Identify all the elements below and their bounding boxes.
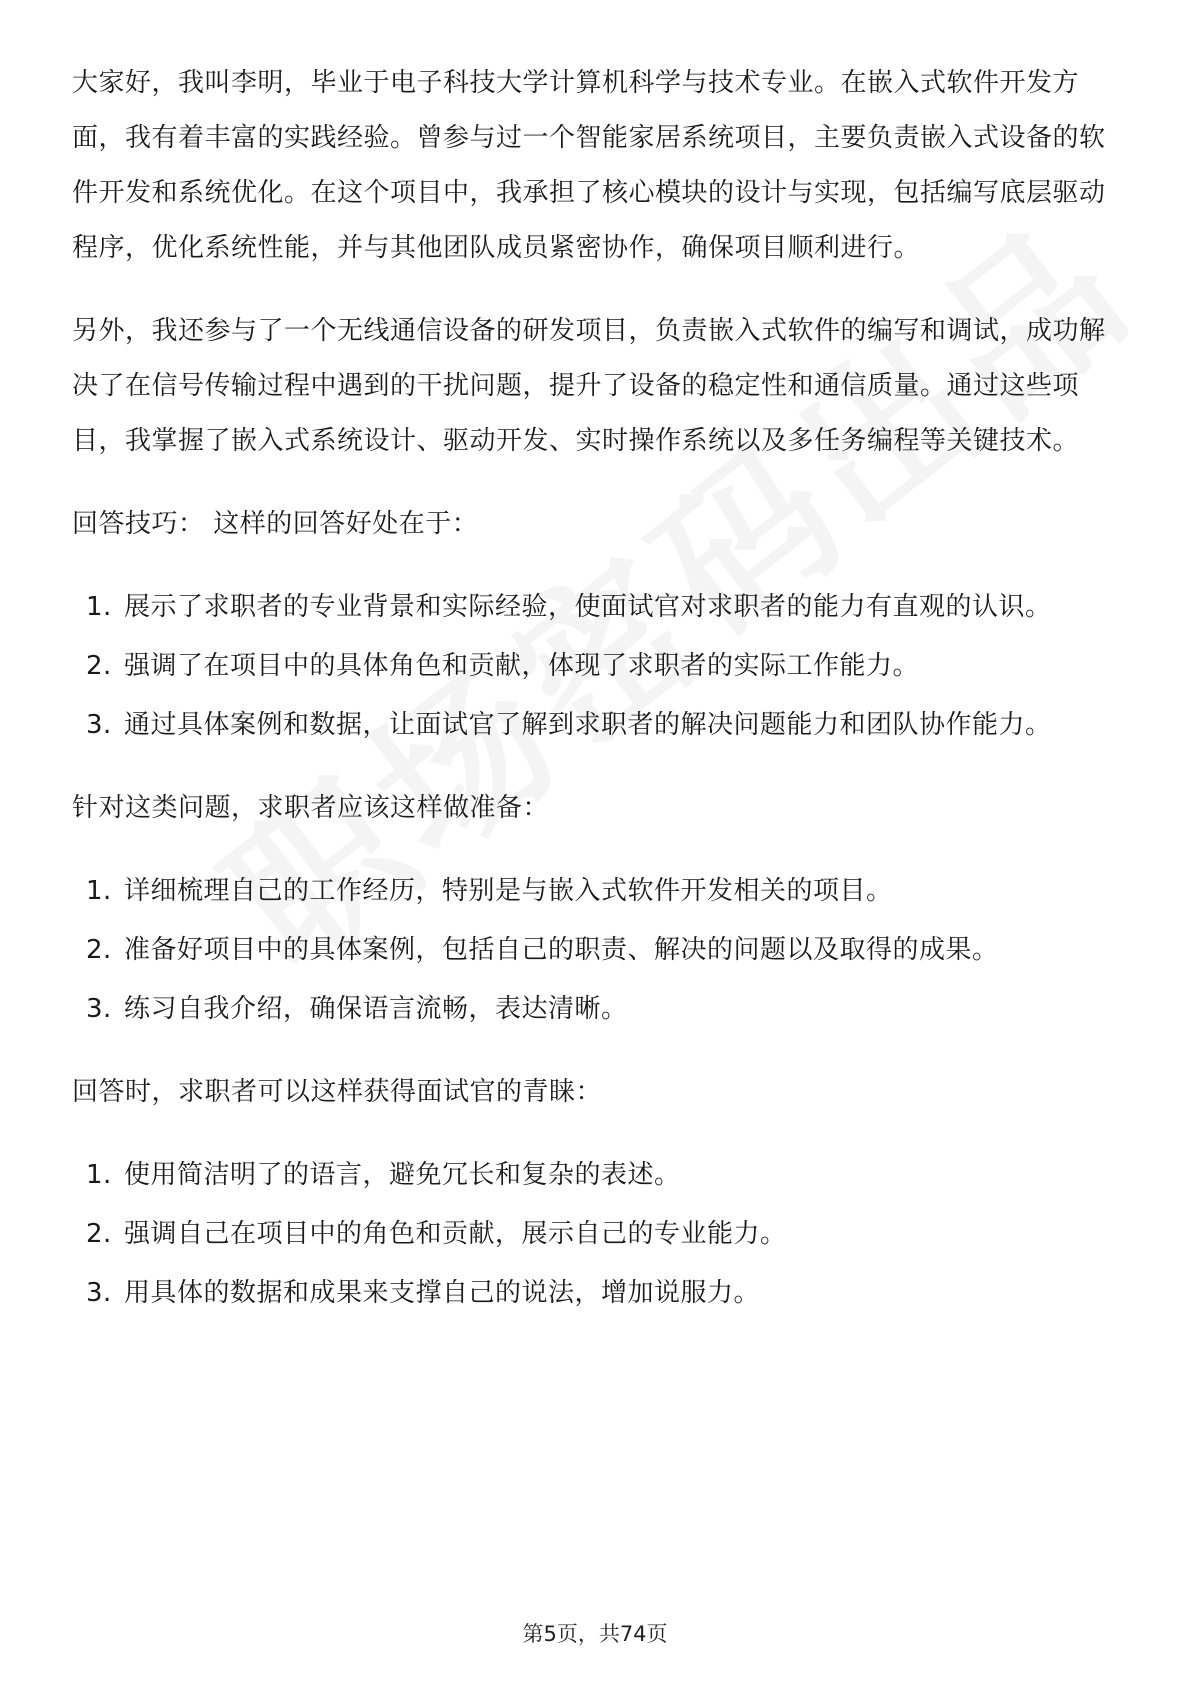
list-item <box>72 698 1122 753</box>
list-item-text: 强调了在项目中的具体角色和贡献，体现了求职者的实际工作能力。 <box>124 651 920 681</box>
list-number: 1. <box>86 876 112 906</box>
list-item-text: 用具体的数据和成果来支撑自己的说法，增加说服力。 <box>124 1278 761 1308</box>
list-item <box>72 639 1122 694</box>
page-number: 第5页，共74页 <box>522 1622 668 1646</box>
list-number: 2. <box>86 1219 112 1249</box>
list-item-text: 使用简洁明了的语言，避免冗长和复杂的表述。 <box>124 1160 681 1190</box>
list-number: 1. <box>86 592 112 622</box>
list-item-text: 展示了求职者的专业背景和实际经验，使面试官对求职者的能力有直观的认识。 <box>124 592 1052 622</box>
list-item <box>72 923 1122 978</box>
document-body <box>72 56 1122 1349</box>
list-item <box>72 982 1122 1037</box>
list-item <box>72 580 1122 635</box>
impress-heading: 回答时，求职者可以这样获得面试官的青睐： <box>72 1077 603 1107</box>
list-item <box>72 1207 1122 1262</box>
tips-heading: 回答技巧： 这样的回答好处在于： <box>72 509 479 539</box>
intro-paragraph-2: 另外，我还参与了一个无线通信设备的研发项目，负责嵌入式软件的编写和调试，成功解决了在信号传输过程中遇到的干扰问题，提升了设备的稳定性和通信质量。通过这些项目，我掌握了嵌入式系统设计、驱动开发、实时操作系统以及多任务编程等关键技术。 <box>72 316 1106 456</box>
list-number: 3. <box>86 710 112 740</box>
list-number: 1. <box>86 1160 112 1190</box>
list-number: 3. <box>86 994 112 1024</box>
list-item-text: 强调自己在项目中的角色和贡献，展示自己的专业能力。 <box>124 1219 787 1249</box>
tips-list <box>72 580 1122 753</box>
list-number: 3. <box>86 1278 112 1308</box>
intro-paragraph-1: 大家好，我叫李明，毕业于电子科技大学计算机科学与技术专业。在嵌入式软件开发方面，我有着丰富的实践经验。曾参与过一个智能家居系统项目，主要负责嵌入式设备的软件开发和系统优化。在这个项目中，我承担了核心模块的设计与实现，包括编写底层驱动程序，优化系统性能，并与其他团队成员紧密协作，确保项目顺利进行。 <box>72 68 1106 263</box>
list-number: 2. <box>86 935 112 965</box>
list-item-text: 准备好项目中的具体案例，包括自己的职责、解决的问题以及取得的成果。 <box>124 935 999 965</box>
list-number: 2. <box>86 651 112 681</box>
list-item-text: 详细梳理自己的工作经历，特别是与嵌入式软件开发相关的项目。 <box>124 876 893 906</box>
list-item-text: 练习自我介绍，确保语言流畅，表达清晰。 <box>124 994 628 1024</box>
list-item <box>72 864 1122 919</box>
prep-heading: 针对这类问题，求职者应该这样做准备： <box>72 793 550 823</box>
prep-list <box>72 864 1122 1037</box>
list-item <box>72 1148 1122 1203</box>
list-item <box>72 1266 1122 1321</box>
impress-list <box>72 1148 1122 1321</box>
list-item-text: 通过具体案例和数据，让面试官了解到求职者的解决问题能力和团队协作能力。 <box>124 710 1052 740</box>
